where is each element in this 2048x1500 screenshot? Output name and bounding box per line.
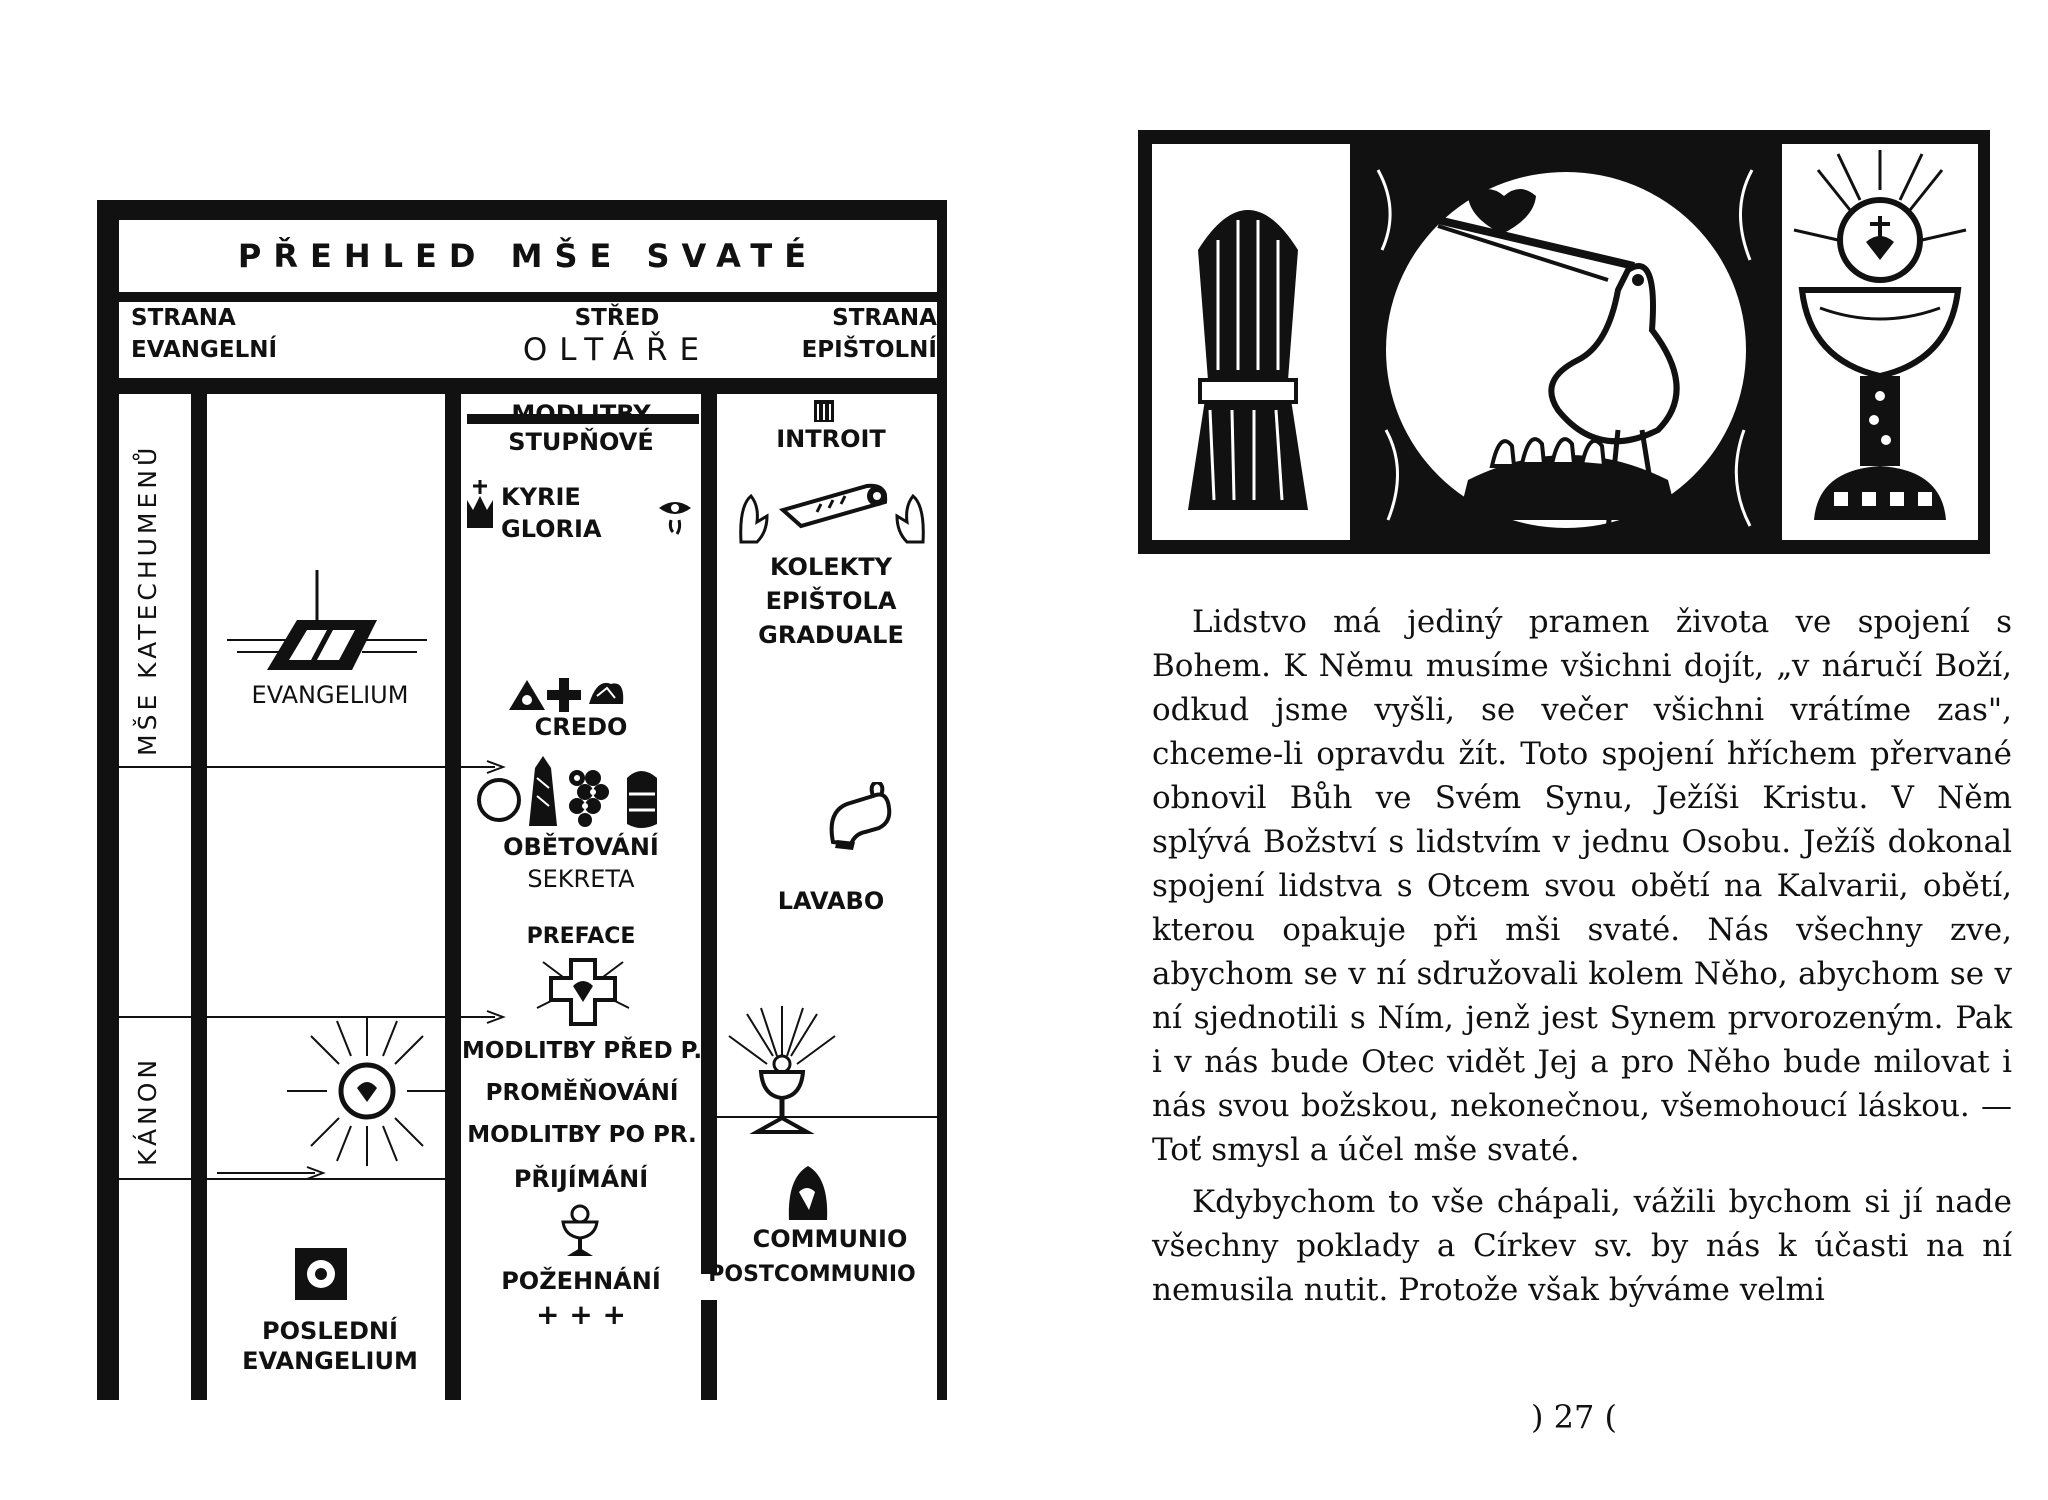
label-collects: KOLEKTY [770,553,892,581]
introit-glyph-icon [811,396,837,426]
diagram-title: PŘEHLED MŠE SVATÉ [119,220,937,302]
header-epistle-side-line1: STRANA [832,305,937,331]
page-number: ) 27 ( [1530,1398,1618,1436]
label-evangelium: EVANGELIUM [251,681,409,709]
body-text [1152,600,2012,1312]
chalice-host-icon [557,1204,603,1258]
header-gospel-side [131,302,391,378]
label-communion: PŘIJÍMÁNÍ [513,1165,649,1193]
sacred-heart-cross-icon [533,956,633,1026]
lavabo-pitcher-icon [825,782,895,852]
rule-left-3 [119,1016,191,1018]
header-altar-center-line2: OLTÁŘE [522,332,712,368]
header-gospel-side-line1: STRANA [131,305,236,331]
label-prayers-at-steps-line2: STUPŇOVÉ [508,428,654,456]
praying-hands-scroll-icon [737,476,927,546]
label-secreta: SEKRETA [527,865,635,893]
monstrance-sun-icon [287,1016,447,1166]
crown-icon [465,480,495,530]
column-divider-left [191,394,207,1400]
paragraph-1: Lidstvo má jediný pramen života ve spojení s Bohem. K Němu musíme všichni dojít, „v náručí Boží, odkud jsme vyšli, se večer všichni vrátíme zas", chceme-li opravdu žít. Toto spojení hříchem přervané obnovil Bůh ve Svém Synu, Ježíši Kristu. V Něm splývá Božství s lidstvím v jednu Osobu. Ježíš dokonal spojení lidstva s Otcem svou obětí na Kalvarii, obětí, kterou opakuje při mši svaté. Nás všechny zve, abychom se v ní sdružovali kolem Něho, abychom se v ní sjednotili s Ním, jenž jest Synem prvorozeným. Pak i v nás bude Otec vidět Jej a pro Něho bude milovat i nás svou božskou, nekonečnou, všemohoucí láskou. — Toť smysl a účel mše svaté. [1152,604,2012,1168]
label-prayers-before-consecration: MODLITBY PŘED P. [461,1038,703,1064]
label-lavabo: LAVABO [777,887,885,915]
label-epistle: EPIŠTOLA [765,587,897,615]
woodcut-illustration [1138,130,1990,554]
radiant-chalice-icon [727,1006,837,1146]
weeping-eye-icon [657,498,693,538]
header-epistle-side [717,302,937,378]
column-divider-center-right-lower [701,1300,717,1400]
label-consecration: PROMĚŇOVÁNÍ [485,1080,679,1106]
label-blessing: POŽEHNÁNÍ [501,1267,661,1295]
header-divider [119,378,937,394]
label-prayers-after-consecration: MODLITBY PO PR. [467,1122,697,1148]
kneeling-figure-icon [783,1162,833,1222]
right-page [1024,0,2048,1500]
header-epistle-side-line2: EPIŠTOLNÍ [801,337,937,363]
label-postcommunio: POSTCOMMUNIO [708,1262,916,1287]
label-communio: COMMUNIO [752,1225,908,1253]
label-last-gospel-line1: POSLEDNÍ [262,1317,398,1345]
book-emblem-icon [293,1246,349,1302]
rule-left-1 [119,766,191,768]
side-label-canon: KÁNON [133,1055,162,1166]
label-credo: CREDO [534,713,628,741]
arrow-right-icon [207,760,507,774]
trinity-symbols-icon [507,674,627,714]
arrow-right-icon [217,1166,327,1180]
label-kyrie: KYRIE [501,483,581,511]
column-divider-center-left [445,394,461,1400]
label-gradual: GRADUALE [758,621,904,649]
rule-left-5 [119,1178,191,1180]
label-gloria: GLORIA [501,515,602,543]
label-three-crosses: + + + [536,1298,626,1331]
label-last-gospel-line2: EVANGELIUM [242,1347,418,1375]
header-altar-center-line1: STŘED [574,305,660,331]
open-book-icon [227,570,427,680]
paragraph-2: Kdybychom to vše chápali, vážili bychom si jí nade všechny poklady a Církev sv. by nás k účasti na ní nemusila nutit. Protože však býváme velmi [1152,1184,2012,1308]
label-offertory: OBĚTOVÁNÍ [503,833,659,861]
label-prayers-at-steps-line1: MODLITBY [511,400,651,428]
label-last-gospel [215,1316,445,1376]
header-gospel-side-line2: EVANGELNÍ [131,337,278,363]
label-prayers-at-steps [461,400,701,456]
label-preface: PREFACE [526,924,636,949]
side-label-catechumens: MŠE KATECHUMENŮ [133,443,162,756]
offertory-gifts-icon [477,748,677,828]
mass-overview-diagram [97,200,947,1400]
label-introit: INTROIT [776,425,886,453]
